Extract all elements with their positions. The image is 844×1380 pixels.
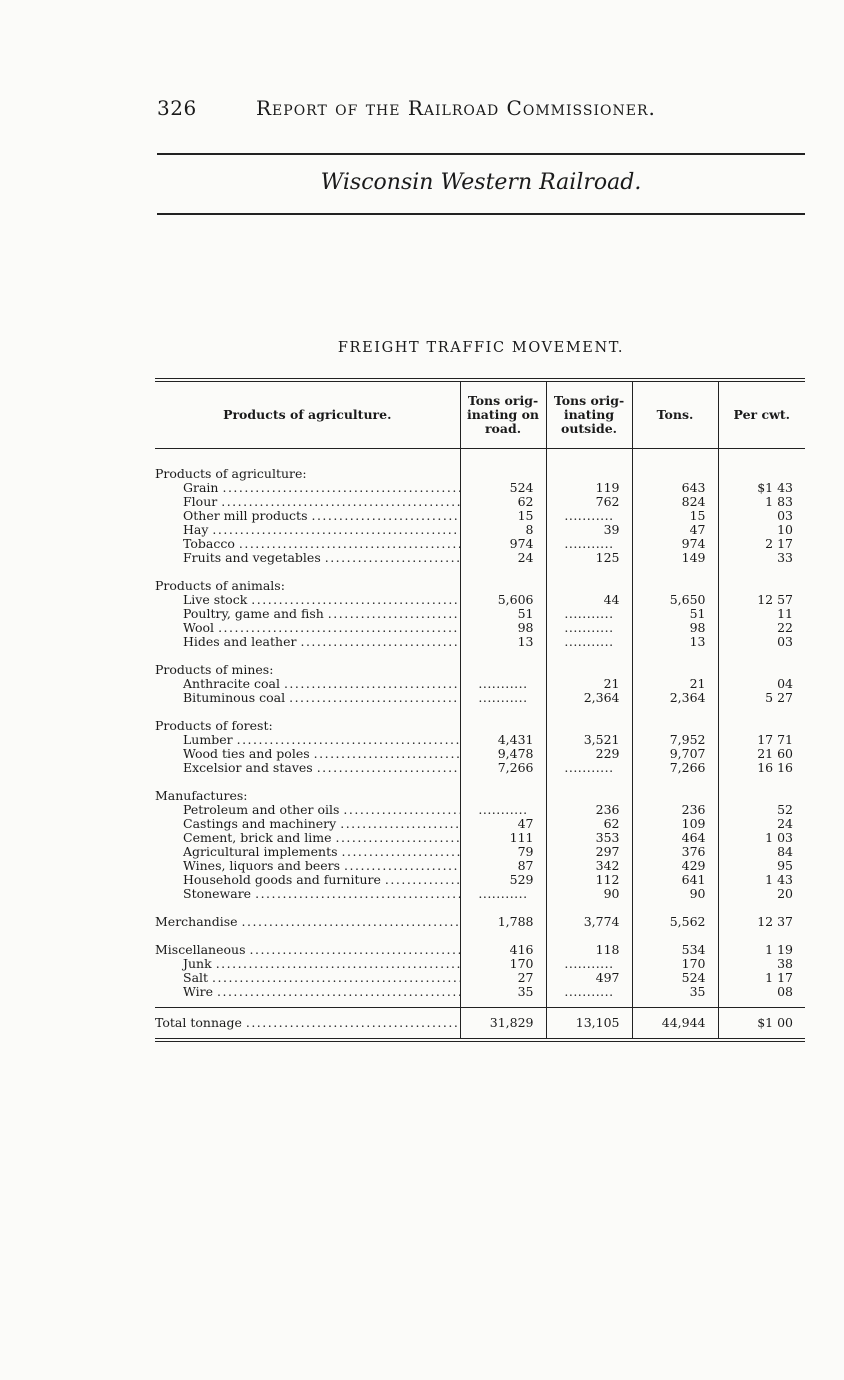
per-cwt: 38	[718, 957, 805, 971]
tons-on-road: 35	[460, 985, 546, 999]
per-cwt: 52	[718, 803, 805, 817]
per-cwt: 20	[718, 887, 805, 901]
tons-total: 5,650	[632, 593, 718, 607]
running-title: Report of the Railroad Commissioner.	[256, 96, 656, 120]
tons-total: 5,562	[632, 915, 718, 929]
row-label: Junk	[183, 957, 212, 971]
per-cwt: 03	[718, 509, 805, 523]
table-row	[155, 859, 805, 873]
per-cwt: 1 83	[718, 495, 805, 509]
table-row	[155, 551, 805, 565]
row-label: Manufactures:	[155, 789, 248, 803]
per-cwt: 5 27	[718, 691, 805, 705]
header-products: Products of agriculture.	[155, 380, 460, 449]
per-cwt: 21 60	[718, 747, 805, 761]
row-label: Total tonnage	[155, 1015, 242, 1030]
tons-outside: ...........	[546, 537, 632, 551]
tons-total: 9,707	[632, 747, 718, 761]
row-label: Products of mines:	[155, 663, 274, 677]
per-cwt: 08	[718, 985, 805, 999]
tons-outside: 353	[546, 831, 632, 845]
total-tons-total: 44,944	[632, 1008, 718, 1041]
table-row	[155, 495, 805, 509]
tons-outside: ...........	[546, 607, 632, 621]
dot-leader	[246, 943, 460, 957]
table-row	[155, 509, 805, 523]
row-label: Live stock	[183, 593, 248, 607]
tons-on-road: 51	[460, 607, 546, 621]
spacer-row	[155, 649, 805, 663]
tons-on-road: ...........	[460, 677, 546, 691]
tons-total: 7,952	[632, 733, 718, 747]
tons-outside: 125	[546, 551, 632, 565]
tons-on-road: 416	[460, 943, 546, 957]
per-cwt: 1 03	[718, 831, 805, 845]
row-label: Castings and machinery	[183, 817, 337, 831]
tons-on-road: 27	[460, 971, 546, 985]
dot-leader	[208, 971, 459, 985]
spacer-row	[155, 929, 805, 943]
dot-leader	[280, 677, 460, 691]
table-row	[155, 761, 805, 775]
row-label: Flour	[183, 495, 218, 509]
tons-on-road: 4,431	[460, 733, 546, 747]
tons-total: 149	[632, 551, 718, 565]
tons-on-road: ...........	[460, 691, 546, 705]
tons-on-road: 170	[460, 957, 546, 971]
table-row	[155, 621, 805, 635]
per-cwt: 12 57	[718, 593, 805, 607]
table-row	[155, 537, 805, 551]
per-cwt: 95	[718, 859, 805, 873]
tons-total: 109	[632, 817, 718, 831]
per-cwt: 84	[718, 845, 805, 859]
tons-total: 2,364	[632, 691, 718, 705]
row-label: Products of agriculture:	[155, 467, 307, 481]
tons-outside: 90	[546, 887, 632, 901]
table-row	[155, 817, 805, 831]
dot-leader	[247, 593, 459, 607]
tons-outside: 762	[546, 495, 632, 509]
table-row	[155, 873, 805, 887]
tons-total: 15	[632, 509, 718, 523]
tons-on-road: ...........	[460, 803, 546, 817]
per-cwt: 24	[718, 817, 805, 831]
per-cwt: 03	[718, 635, 805, 649]
per-cwt: 22	[718, 621, 805, 635]
per-cwt: $1 43	[718, 481, 805, 495]
tons-total: 534	[632, 943, 718, 957]
tons-outside: 118	[546, 943, 632, 957]
row-label: Hides and leather	[183, 635, 297, 649]
row-label: Wines, liquors and beers	[183, 859, 341, 873]
row-label: Merchandise	[155, 915, 238, 929]
row-label: Other mill products	[183, 509, 308, 523]
tons-total: 7,266	[632, 761, 718, 775]
dot-leader	[218, 481, 459, 495]
per-cwt: 17 71	[718, 733, 805, 747]
table-row	[155, 845, 805, 859]
table-row	[155, 607, 805, 621]
total-row	[155, 1008, 805, 1041]
dot-leader	[208, 523, 459, 537]
tons-outside: 497	[546, 971, 632, 985]
group-heading-row	[155, 789, 805, 803]
table-row	[155, 831, 805, 845]
table-row	[155, 747, 805, 761]
tons-total: 524	[632, 971, 718, 985]
header-tons-originating-on-road: Tons orig- inating on road.	[460, 380, 546, 449]
table-row	[155, 985, 805, 999]
row-label: Household goods and furniture	[183, 873, 381, 887]
dot-leader	[321, 551, 460, 565]
per-cwt: 11	[718, 607, 805, 621]
spacer-row	[155, 565, 805, 579]
tons-outside: 342	[546, 859, 632, 873]
spacer-row	[155, 999, 805, 1008]
dot-leader	[307, 509, 459, 523]
tons-total: 170	[632, 957, 718, 971]
tons-on-road: 79	[460, 845, 546, 859]
dot-leader	[235, 537, 460, 551]
tons-total: 236	[632, 803, 718, 817]
per-cwt: 2 17	[718, 537, 805, 551]
header-tons: Tons.	[632, 380, 718, 449]
table-row	[155, 915, 805, 929]
dot-leader	[213, 985, 460, 999]
dot-leader	[340, 859, 459, 873]
per-cwt: 04	[718, 677, 805, 691]
tons-outside: 3,521	[546, 733, 632, 747]
table-row	[155, 971, 805, 985]
dot-leader	[251, 887, 459, 901]
dot-leader	[381, 873, 460, 887]
per-cwt: 1 19	[718, 943, 805, 957]
tons-outside: ...........	[546, 957, 632, 971]
per-cwt: 1 43	[718, 873, 805, 887]
spacer-row	[155, 449, 805, 468]
row-label: Lumber	[183, 733, 233, 747]
row-label: Wood ties and poles	[183, 747, 310, 761]
tons-outside: 236	[546, 803, 632, 817]
group-heading-row	[155, 663, 805, 677]
tons-on-road: 9,478	[460, 747, 546, 761]
dot-leader	[233, 733, 460, 747]
tons-outside: 119	[546, 481, 632, 495]
table-row	[155, 803, 805, 817]
row-label: Poultry, game and fish	[183, 607, 324, 621]
dot-leader	[336, 817, 459, 831]
section-title: FREIGHT TRAFFIC MOVEMENT.	[337, 340, 625, 356]
row-label: Miscellaneous	[155, 943, 246, 957]
tons-outside: ...........	[546, 635, 632, 649]
tons-total: 464	[632, 831, 718, 845]
row-label: Anthracite coal	[183, 677, 280, 691]
group-heading-row	[155, 579, 805, 593]
tons-outside: 21	[546, 677, 632, 691]
tons-total: 51	[632, 607, 718, 621]
per-cwt: 12 37	[718, 915, 805, 929]
row-label: Hay	[183, 523, 209, 537]
tons-total: 429	[632, 859, 718, 873]
row-label: Cement, brick and lime	[183, 831, 332, 845]
dot-leader	[338, 845, 460, 859]
table-header-row	[155, 380, 805, 449]
table-row	[155, 593, 805, 607]
dot-leader	[296, 635, 459, 649]
dot-leader	[310, 747, 460, 761]
tons-on-road: 87	[460, 859, 546, 873]
per-cwt: 1 17	[718, 971, 805, 985]
row-label: Bituminous coal	[183, 691, 286, 705]
top-rule	[157, 153, 805, 155]
table-row	[155, 887, 805, 901]
table-row	[155, 523, 805, 537]
tons-on-road: 47	[460, 817, 546, 831]
tons-on-road: 8	[460, 523, 546, 537]
table-row	[155, 691, 805, 705]
running-header	[157, 96, 805, 126]
row-label: Salt	[183, 971, 209, 985]
tons-outside: 2,364	[546, 691, 632, 705]
total-per-cwt: $1 00	[718, 1008, 805, 1041]
tons-outside: ...........	[546, 985, 632, 999]
total-tons-on-road: 31,829	[460, 1008, 546, 1041]
row-label: Grain	[183, 481, 219, 495]
tons-on-road: 15	[460, 509, 546, 523]
tons-total: 98	[632, 621, 718, 635]
tons-total: 643	[632, 481, 718, 495]
per-cwt: 16 16	[718, 761, 805, 775]
dot-leader	[313, 761, 460, 775]
table-body	[155, 449, 805, 1041]
tons-on-road: 7,266	[460, 761, 546, 775]
railroad-name: Wisconsin Western Railroad.	[320, 170, 642, 195]
table-row	[155, 957, 805, 971]
tons-outside: 3,774	[546, 915, 632, 929]
row-label: Wire	[183, 985, 213, 999]
group-heading-row	[155, 467, 805, 481]
table-row	[155, 733, 805, 747]
tons-total: 376	[632, 845, 718, 859]
header-per-cwt: Per cwt.	[718, 380, 805, 449]
tons-total: 641	[632, 873, 718, 887]
tons-total: 35	[632, 985, 718, 999]
per-cwt: 33	[718, 551, 805, 565]
group-heading-row	[155, 719, 805, 733]
per-cwt: 10	[718, 523, 805, 537]
row-label: Fruits and vegetables	[183, 551, 321, 565]
dot-leader	[324, 607, 460, 621]
dot-leader	[331, 831, 459, 845]
tons-on-road: 529	[460, 873, 546, 887]
tons-outside: 62	[546, 817, 632, 831]
tons-outside: ...........	[546, 621, 632, 635]
page-number: 326	[157, 96, 197, 120]
table-row	[155, 481, 805, 495]
dot-leader	[339, 803, 459, 817]
dot-leader	[285, 691, 459, 705]
tons-on-road: 111	[460, 831, 546, 845]
dot-leader	[212, 957, 460, 971]
table-row	[155, 635, 805, 649]
subtitle-rule	[157, 213, 805, 215]
tons-on-road: 62	[460, 495, 546, 509]
row-label: Wool	[183, 621, 215, 635]
tons-on-road: 524	[460, 481, 546, 495]
row-label: Stoneware	[183, 887, 252, 901]
tons-on-road: ...........	[460, 887, 546, 901]
tons-on-road: 98	[460, 621, 546, 635]
tons-on-road: 24	[460, 551, 546, 565]
row-label: Products of animals:	[155, 579, 285, 593]
row-label: Products of forest:	[155, 719, 273, 733]
table-row	[155, 943, 805, 957]
total-tons-outside: 13,105	[546, 1008, 632, 1041]
tons-outside: 229	[546, 747, 632, 761]
tons-total: 47	[632, 523, 718, 537]
tons-total: 90	[632, 887, 718, 901]
tons-outside: 297	[546, 845, 632, 859]
tons-outside: ...........	[546, 761, 632, 775]
dot-leader	[217, 495, 459, 509]
tons-total: 13	[632, 635, 718, 649]
row-label: Agricultural implements	[183, 845, 338, 859]
table-row	[155, 677, 805, 691]
spacer-row	[155, 901, 805, 915]
row-label: Excelsior and staves	[183, 761, 313, 775]
tons-total: 824	[632, 495, 718, 509]
row-label: Petroleum and other oils	[183, 803, 340, 817]
tons-on-road: 974	[460, 537, 546, 551]
spacer-row	[155, 705, 805, 719]
tons-outside: 44	[546, 593, 632, 607]
spacer-row	[155, 775, 805, 789]
dot-leader	[214, 621, 459, 635]
tons-total: 21	[632, 677, 718, 691]
freight-traffic-table	[155, 378, 805, 1042]
tons-outside: ...........	[546, 509, 632, 523]
row-label: Tobacco	[183, 537, 235, 551]
tons-outside: 39	[546, 523, 632, 537]
tons-on-road: 5,606	[460, 593, 546, 607]
tons-total: 974	[632, 537, 718, 551]
tons-on-road: 1,788	[460, 915, 546, 929]
header-tons-originating-outside: Tons orig- inating outside.	[546, 380, 632, 449]
tons-outside: 112	[546, 873, 632, 887]
dot-leader	[242, 1016, 460, 1030]
tons-on-road: 13	[460, 635, 546, 649]
dot-leader	[238, 915, 460, 929]
